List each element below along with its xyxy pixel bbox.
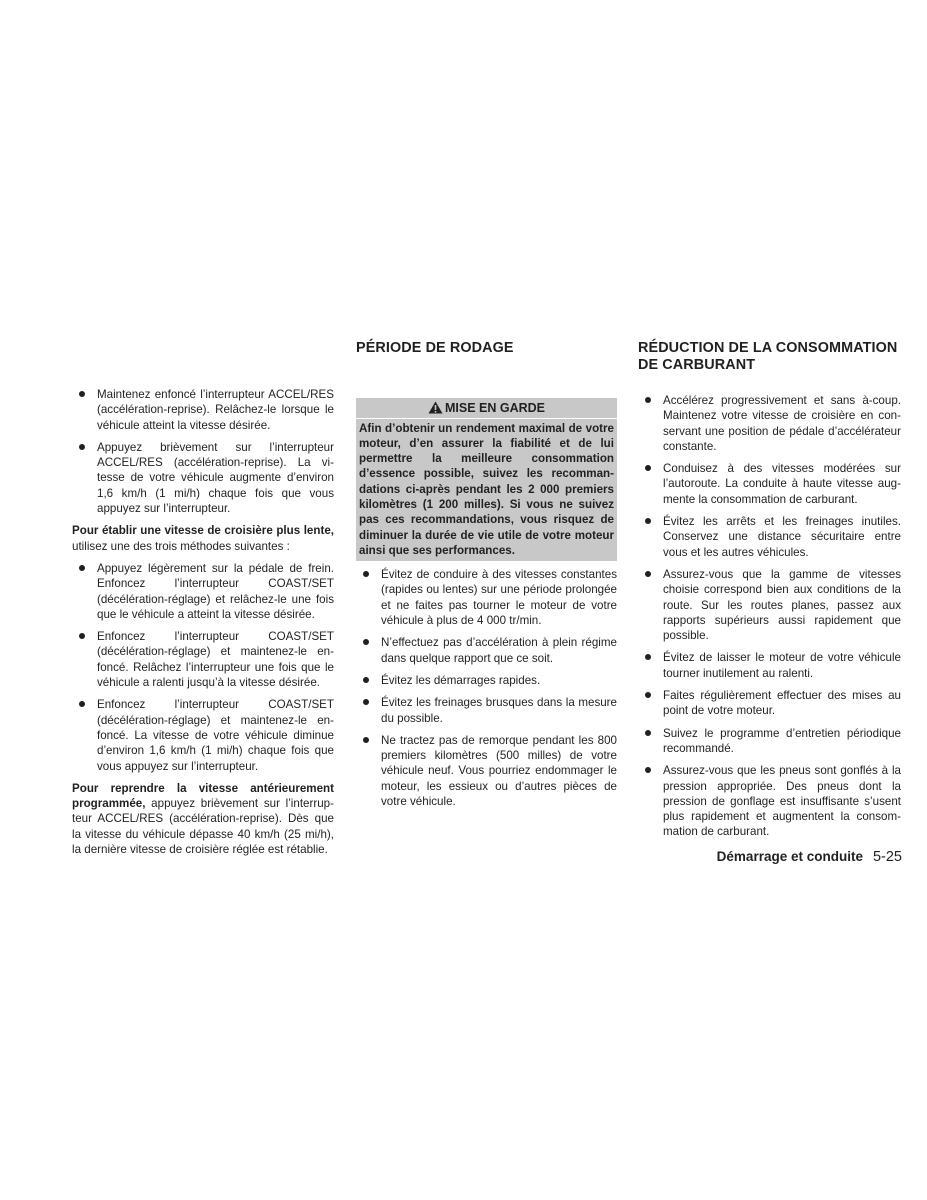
list-item: Suivez le programme d’entretien périodique recommandé.	[638, 726, 901, 757]
fuel-economy-bullet-list	[638, 393, 901, 840]
warning-text: Afin d’obtenir un rendement maximal de votre moteur, d’en assurer la fiabilité et de lui permettre la meilleure consommation d’essence possible, suivez les recommandations ci-après pendant les 2 000 premiers kilomètres (1 200 milles). Si vous ne suivez pas ces recommandations, vous risquez de diminuer la durée de vie utile de votre moteur ainsi que ses performances.	[359, 421, 614, 557]
slower-speed-paragraph: Pour établir une vitesse de croisière plus lente, utilisez une des trois méthodes suivantes :	[72, 524, 334, 553]
coast-bullet-list	[72, 561, 334, 774]
list-item: Accélérez progressivement et sans à-coup. Maintenez votre vitesse de croisière en conservant une position de pédale d’accélérateur constante.	[638, 393, 901, 454]
bullet-icon	[363, 571, 369, 577]
section-title: Démarrage et conduite	[716, 849, 863, 864]
left-column	[72, 387, 334, 864]
break-in-bullet-list	[356, 567, 617, 809]
list-item: Évitez de conduire à des vitesses constantes (rapides ou lentes) sur une période prolongée et ne faites pas tourner le moteur de votre véhicule à plus de 4 000 tr/min.	[356, 567, 617, 628]
list-item: Enfoncez l’interrupteur COAST/SET (décélération-réglage) et maintenez-le enfoncé. La vitesse de votre véhicule diminue d’environ 1,6 km/h (1 mi/h) chaque fois que vous appuyez sur l’interrupteur.	[72, 697, 334, 773]
warning-title: MISE EN GARDE	[356, 398, 617, 419]
list-item: Faites régulièrement effectuer des mises au point de votre moteur.	[638, 688, 901, 719]
list-item: Appuyez brièvement sur l’interrupteur ACCEL/RES (accélération-reprise). La vitesse de votre véhicule augmente d’environ 1,6 km/h (1 mi/h) chaque fois que vous appuyez sur l’interrupteur.	[72, 440, 334, 516]
list-item: Appuyez légèrement sur la pédale de frein. Enfoncez l’interrupteur COAST/SET (décélération-réglage) et relâchez-le une fois que le véhicule a atteint la vitesse désirée.	[72, 561, 334, 622]
bullet-icon	[79, 565, 85, 571]
bullet-icon	[645, 518, 651, 524]
list-item: Enfoncez l’interrupteur COAST/SET (décélération-réglage) et maintenez-le enfoncé. Relâchez l’interrupteur une fois que le véhicule a ralenti jusqu’à la vitesse désirée.	[72, 629, 334, 690]
list-item: Évitez les freinages brusques dans la mesure du possible.	[356, 695, 617, 726]
warning-triangle-icon	[428, 401, 443, 414]
page-number: 5-25	[872, 849, 902, 865]
break-in-heading: PÉRIODE DE RODAGE	[356, 340, 514, 356]
bullet-icon	[645, 397, 651, 403]
bullet-icon	[645, 465, 651, 471]
bullet-icon	[79, 391, 85, 397]
bullet-icon	[645, 730, 651, 736]
list-item: Évitez de laisser le moteur de votre véhicule tourner inutilement au ralenti.	[638, 650, 901, 681]
warning-box	[356, 398, 617, 562]
bullet-icon	[363, 639, 369, 645]
bullet-icon	[79, 444, 85, 450]
bullet-icon	[645, 692, 651, 698]
list-item: Assurez-vous que les pneus sont gonflés à la pression appropriée. Des pneus dont la pression de gonflage est insuffisante s’usent plus rapidement et augmentent la consommation de carburant.	[638, 763, 901, 839]
bullet-icon	[363, 699, 369, 705]
bullet-icon	[79, 701, 85, 707]
middle-column	[356, 340, 617, 816]
bullet-icon	[363, 737, 369, 743]
page-footer	[660, 848, 902, 866]
resume-speed-paragraph: Pour reprendre la vitesse antérieurement programmée, appuyez brièvement sur l’interrupteur ACCEL/RES (accélération-reprise). Dès que la vitesse du véhicule dépasse 40 km/h (25 mi/h), la dernière vitesse de croisière réglée est rétablie.	[72, 781, 334, 857]
list-item: Maintenez enfoncé l’interrupteur ACCEL/RES (accélération-reprise). Relâchez-le lorsque le véhicule atteint la vitesse désirée.	[72, 387, 334, 433]
list-item: Ne tractez pas de remorque pendant les 800 premiers kilomètres (500 milles) de votre véhicule neuf. Vous pourriez endommager le moteur, les essieux ou d’autres pièces de votre véhicule.	[356, 733, 617, 809]
accel-bullet-list	[72, 387, 334, 516]
right-column	[638, 340, 901, 847]
bullet-icon	[645, 654, 651, 660]
bullet-icon	[645, 767, 651, 773]
fuel-economy-heading: RÉDUCTION DE LA CONSOMMATION DE CARBURANT	[638, 340, 898, 373]
list-item: N’effectuez pas d’accélération à plein régime dans quelque rapport que ce soit.	[356, 635, 617, 666]
bullet-icon	[79, 633, 85, 639]
list-item: Évitez les démarrages rapides.	[356, 673, 617, 688]
list-item: Assurez-vous que la gamme de vitesses choisie correspond bien aux conditions de la route. Sur les routes planes, passez aux rapports supérieurs aussi rapidement que possible.	[638, 567, 901, 643]
list-item: Conduisez à des vitesses modérées sur l’autoroute. La conduite à haute vitesse augmente la consommation de carburant.	[638, 461, 901, 507]
bullet-icon	[363, 677, 369, 683]
bullet-icon	[645, 571, 651, 577]
list-item: Évitez les arrêts et les freinages inutiles. Conservez une distance sécuritaire entre vous et les autres véhicules.	[638, 514, 901, 560]
